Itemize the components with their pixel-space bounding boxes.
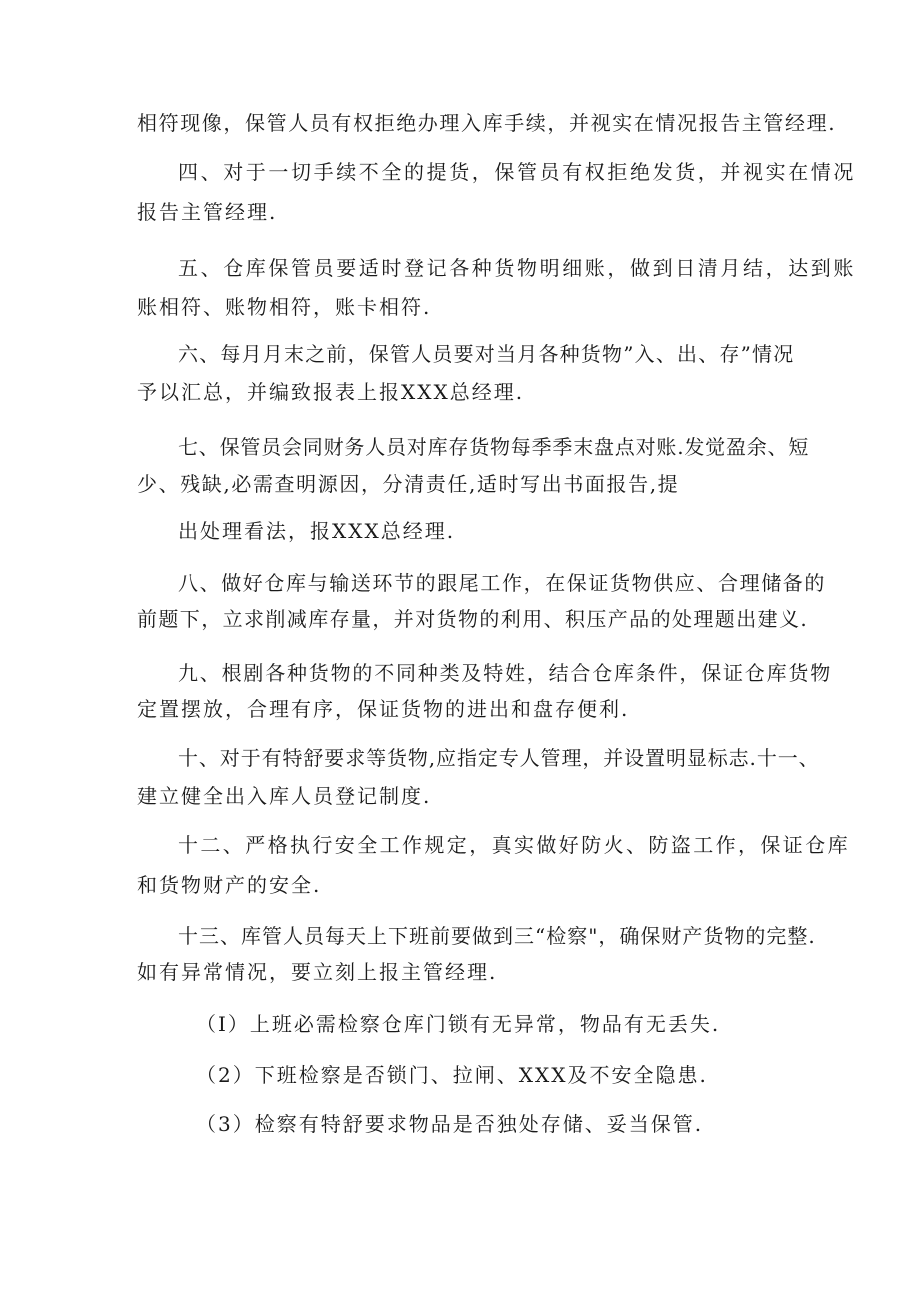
text-line-9: 少、残缺,必需查明源因，分清责任,适时写出书面报告,提 — [137, 472, 680, 496]
text-line-2: 四、对于一切手续不全的提货，保管员有权拒绝发货，并视实在情况 — [178, 160, 856, 184]
text-line-11: 八、做好仓库与输送环节的跟尾工作，在保证货物供应、合理储备的 — [178, 571, 826, 595]
text-line-4: 五、仓库保管员要适时登记各种货物明细账，做到日清月结，达到账 — [178, 256, 856, 280]
text-line-16: 建立健全出入库人员登记制度. — [137, 784, 432, 808]
text-line-20: 如有异常情况，要立刻上报主管经理. — [137, 960, 498, 984]
text-line-13: 九、根剧各种货物的不同种类及特姓，结合仓库条件，保证仓库货物 — [178, 661, 832, 685]
text-line-8: 七、保管员会同财务人员对库存货物每季季末盘点对账.发觉盈余、短 — [178, 435, 810, 459]
list-item-1: （I）上班必需检察仓库门锁有无异常，物品有无丢失. — [196, 1012, 721, 1036]
text-line-12: 前题下，立求削减库存量，并对货物的利用、积压产品的处理题出建义. — [137, 607, 809, 631]
text-line-6: 六、每月月末之前，保管人员要对当月各种货物”入、出、存”情况 — [178, 342, 795, 366]
text-line-7: 予以汇总，并编致报表上报XXX总经理. — [137, 380, 525, 404]
text-line-1: 相符现像，保管人员有权拒绝办理入库手续，并视实在情况报告主管经理. — [137, 111, 837, 135]
text-line-10: 出处理看法，报XXX总经理. — [178, 519, 456, 543]
text-line-19: 十三、库管人员每天上下班前要做到三“检察"，确保财产货物的完整. — [178, 924, 816, 948]
text-line-15: 十、对于有特舒要求等货物,应指定专人管理，并设置明显标志.十一、 — [178, 746, 820, 770]
text-line-3: 报告主管经理. — [137, 200, 278, 224]
text-line-5: 账相符、账物相符，账卡相符. — [137, 295, 432, 319]
text-line-17: 十二、严格执行安全工作规定，真实做好防火、防盗工作，保证仓库 — [178, 833, 850, 857]
list-item-3: （3）检察有特舒要求物品是否独处存储、妥当保管. — [196, 1112, 704, 1136]
text-line-14: 定置摆放，合理有序，保证货物的进出和盘存便利. — [137, 697, 630, 721]
list-item-2: （2）下班检察是否锁门、拉闸、XXX及不安全隐患. — [196, 1063, 708, 1087]
text-line-18: 和货物财产的安全. — [137, 873, 322, 897]
